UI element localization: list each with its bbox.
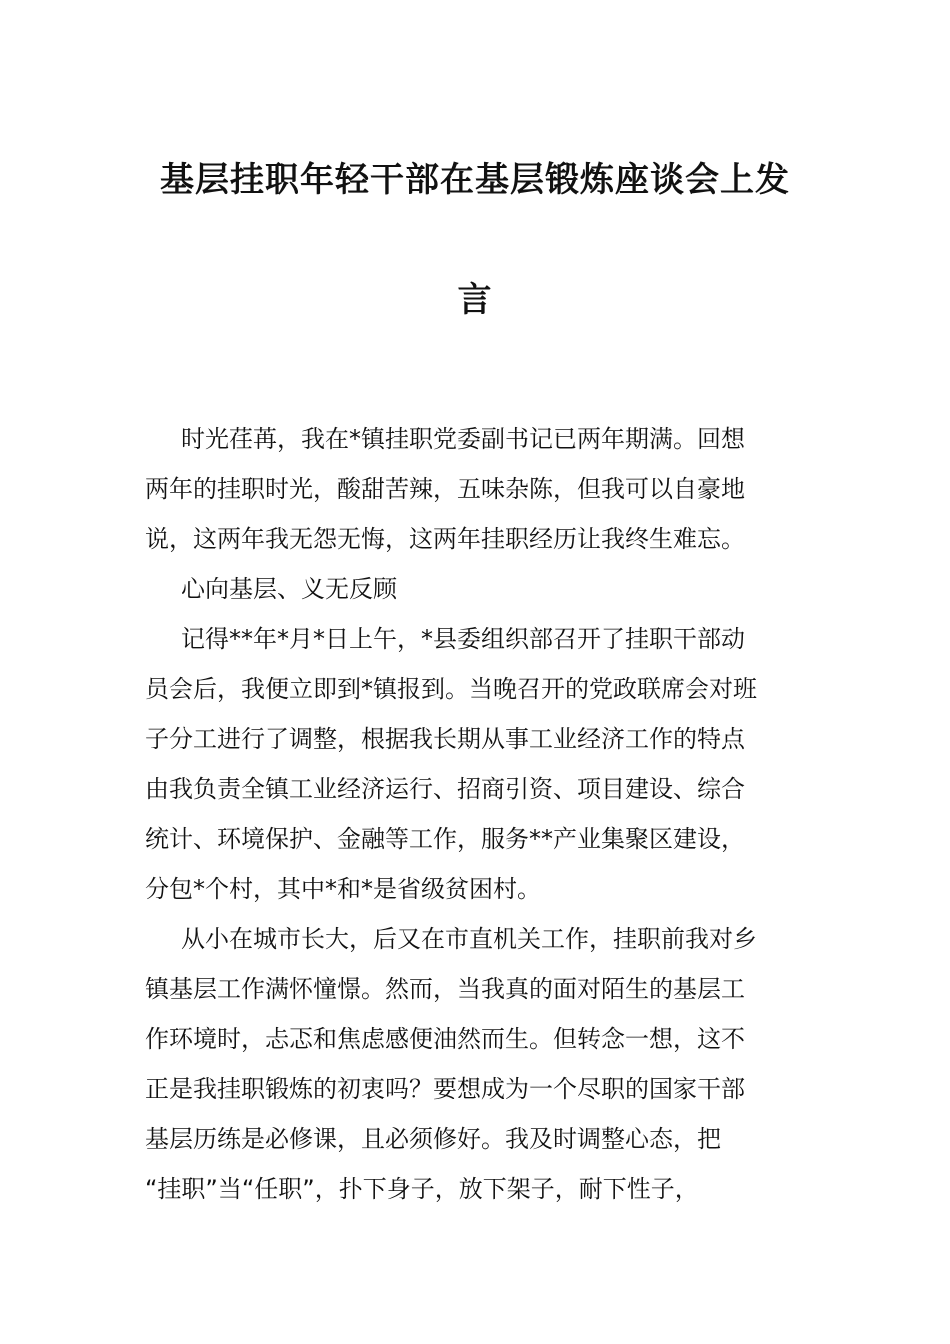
paragraph-line: 员会后，我便立即到*镇报到。当晚召开的党政联席会对班	[145, 675, 757, 703]
paragraph-line: 记得**年*月*日上午，*县委组织部召开了挂职干部动	[181, 625, 745, 653]
paragraph-line: 基层历练是必修课，且必须修好。我及时调整心态，把	[145, 1125, 721, 1153]
document-body	[145, 414, 807, 1214]
paragraph-line: 时光荏苒，我在*镇挂职党委副书记已两年期满。回想	[181, 425, 745, 453]
paragraph-line: “挂职”当“任职”，扑下身子，放下架子，耐下性子，	[145, 1175, 699, 1203]
section-heading: 心向基层、义无反顾	[181, 575, 397, 603]
paragraph-line: 统计、环境保护、金融等工作，服务**产业集聚区建设，	[145, 825, 745, 853]
paragraph-line: 正是我挂职锻炼的初衷吗？要想成为一个尽职的国家干部	[145, 1075, 745, 1103]
paragraph-line: 由我负责全镇工业经济运行、招商引资、项目建设、综合	[145, 775, 745, 803]
paragraph-line: 从小在城市长大，后又在市直机关工作，挂职前我对乡	[181, 925, 757, 953]
paragraph-line: 分包*个村，其中*和*是省级贫困村。	[145, 875, 541, 903]
paragraph-line: 两年的挂职时光，酸甜苦辣，五味杂陈，但我可以自豪地	[145, 475, 745, 503]
paragraph-line: 子分工进行了调整，根据我长期从事工业经济工作的特点	[145, 725, 745, 753]
paragraph-line: 说，这两年我无怨无悔，这两年挂职经历让我终生难忘。	[145, 525, 745, 553]
paragraph-line: 作环境时，忐忑和焦虑感便油然而生。但转念一想，这不	[145, 1025, 745, 1053]
document-title-line-2: 言	[457, 280, 493, 320]
paragraph-line: 镇基层工作满怀憧憬。然而，当我真的面对陌生的基层工	[145, 975, 745, 1003]
document-title-line-1: 基层挂职年轻干部在基层锻炼座谈会上发	[160, 160, 790, 200]
